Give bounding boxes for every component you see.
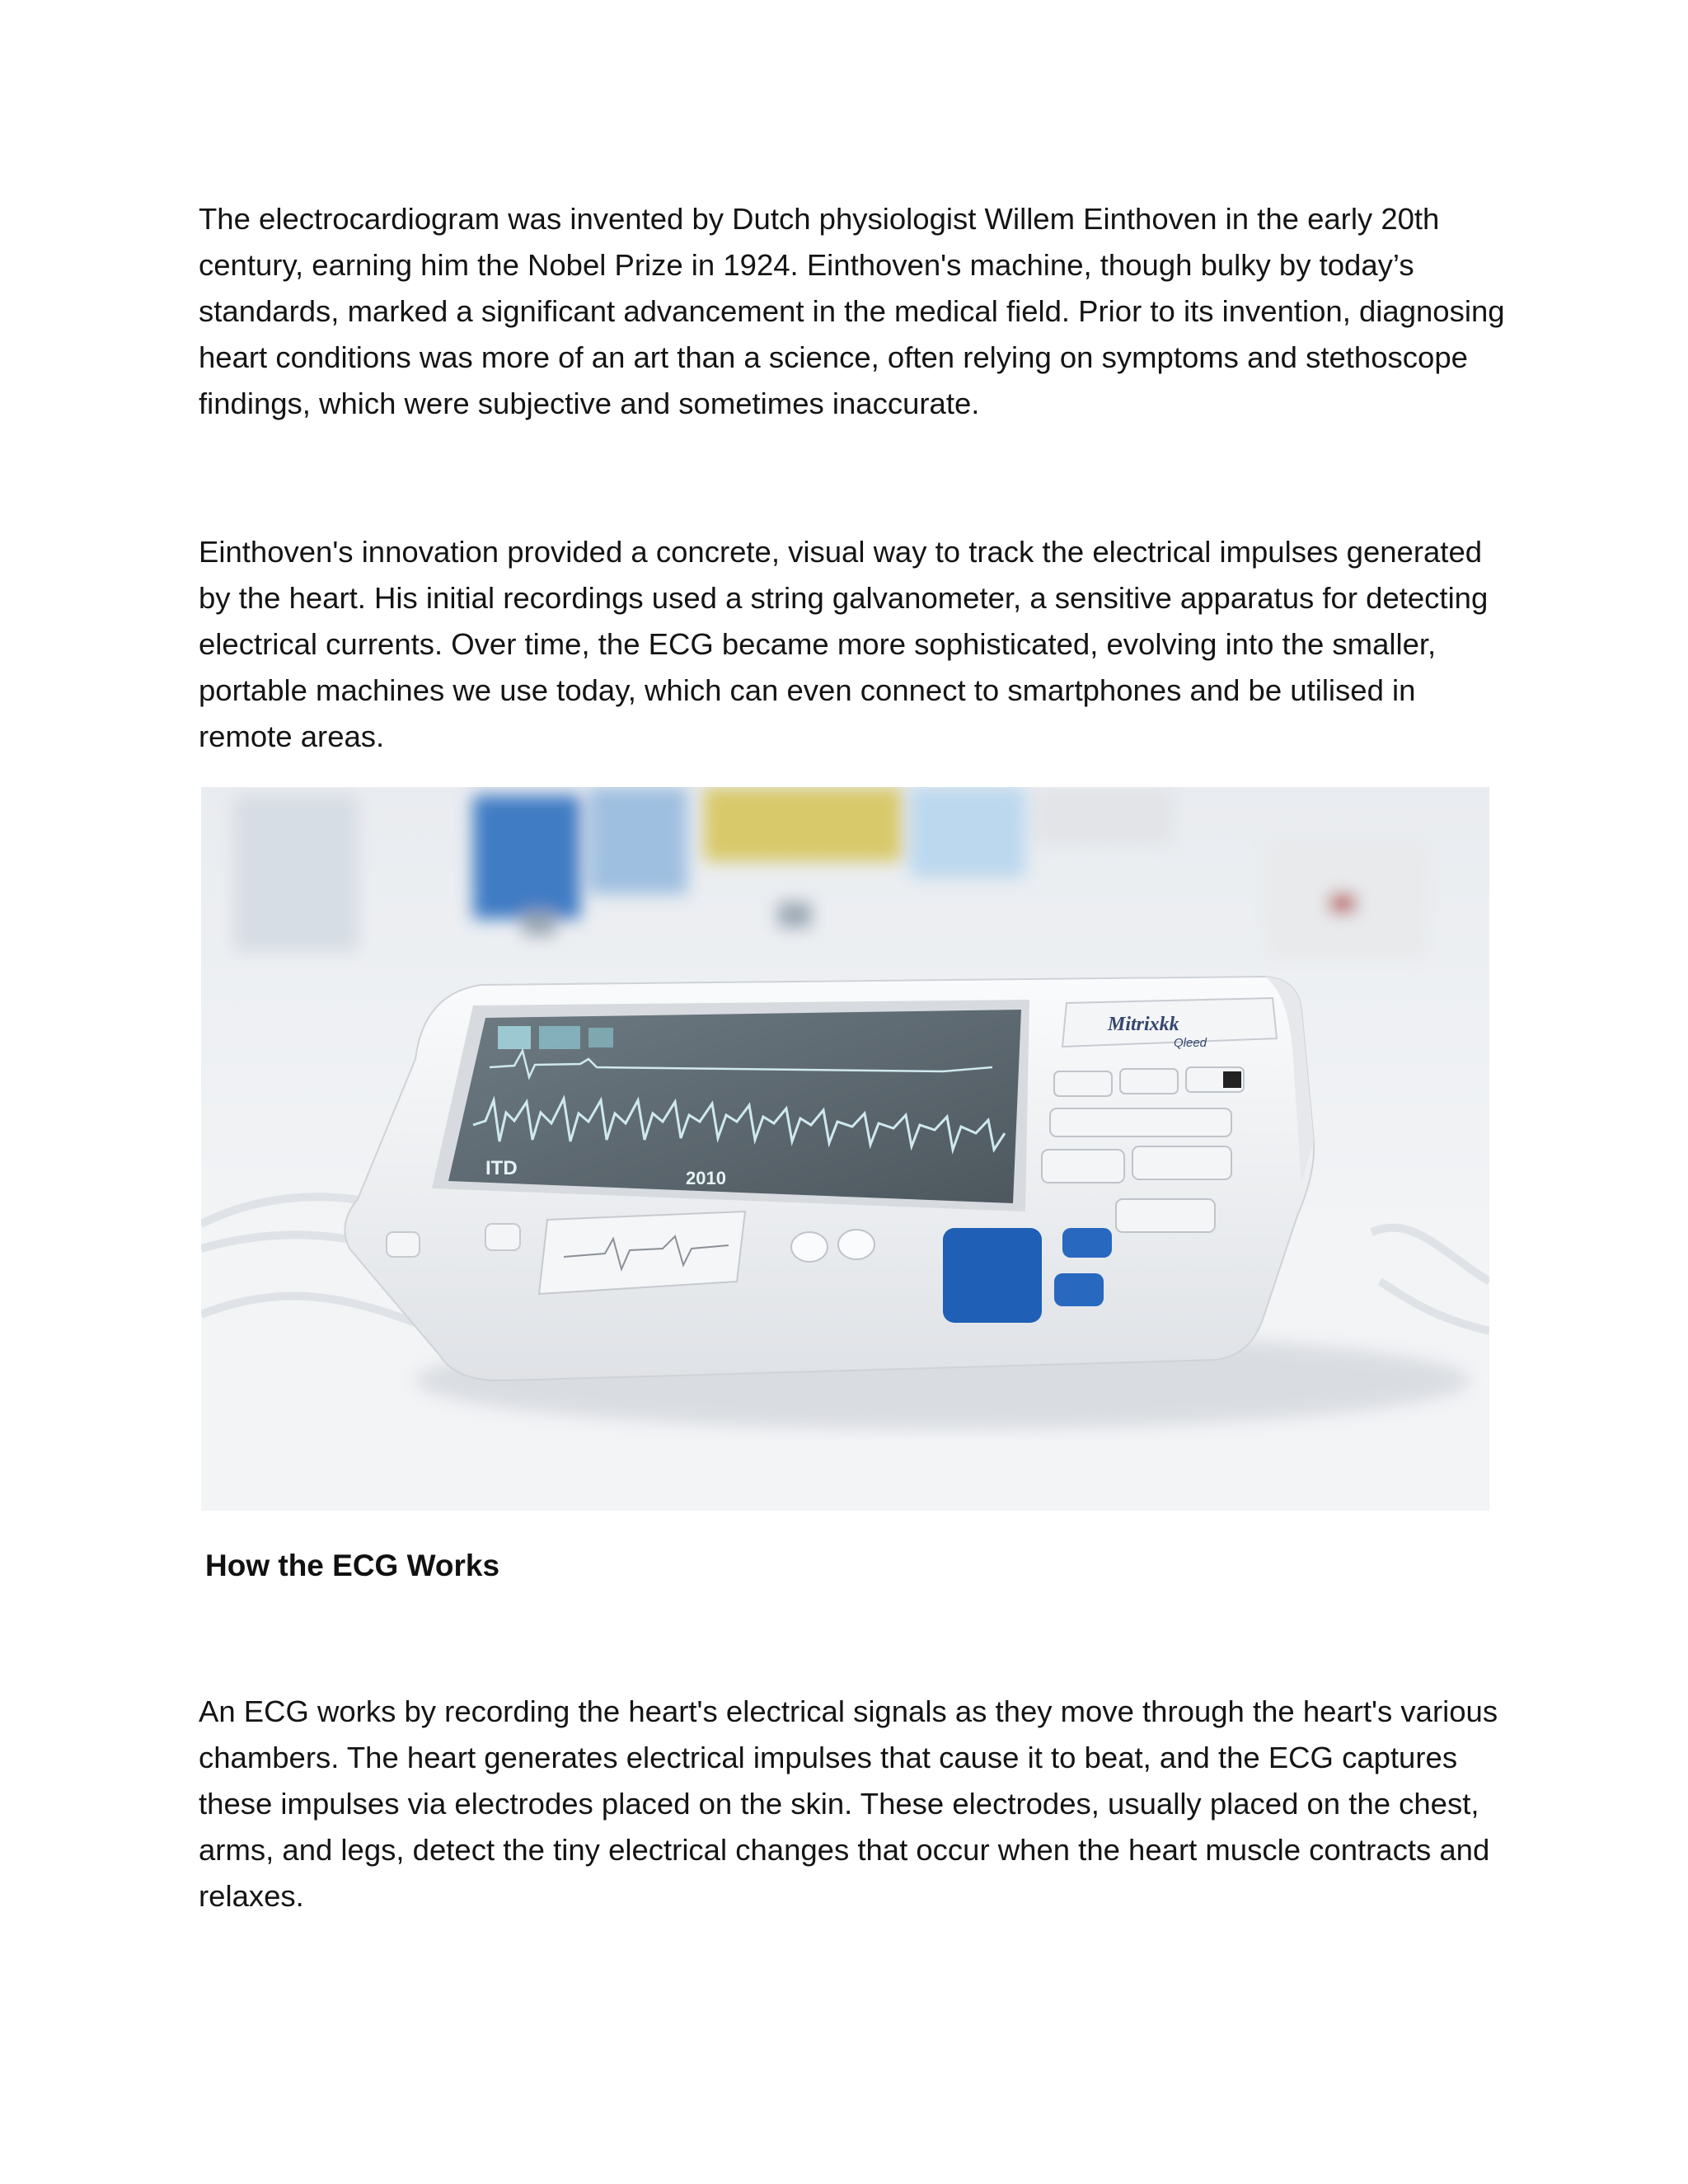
panel-key-wide — [1050, 1108, 1231, 1137]
panel-key-4 — [1042, 1150, 1124, 1183]
round-button-2 — [838, 1230, 874, 1259]
device-brand-label: Mitrixkk — [1108, 1014, 1179, 1035]
round-button-1 — [791, 1232, 828, 1262]
device-model-label: Qleed — [1174, 1036, 1207, 1050]
blue-primary-button — [943, 1228, 1042, 1323]
blue-small-button-1 — [1062, 1228, 1112, 1258]
ecg-machine-illustration — [201, 787, 1489, 1511]
side-key-1 — [387, 1232, 420, 1257]
side-key-2 — [485, 1224, 520, 1250]
ecg-display-screen — [432, 1000, 1029, 1212]
panel-key-1 — [1054, 1071, 1112, 1096]
panel-key-6 — [1116, 1199, 1215, 1232]
paragraph-how-ecg-works: An ECG works by recording the heart's electrical signals as they move through the heart's various chambers. The heart generates electrical impulses that cause it to beat, and the ECG captures these impulses via electrodes placed on the skin. These electrodes, usually placed on the chest, arms, and legs, detect the tiny electrical changes that occur when the heart muscle contracts and relaxes. — [199, 1694, 1498, 1913]
screen-center-readout: 2010 — [686, 1168, 726, 1188]
blue-small-button-2 — [1054, 1273, 1104, 1306]
paragraph-history: The electrocardiogram was invented by Dutch physiologist Willem Einthoven in the early 20th century, earning him the Nobel Prize in 1924. Einthoven's machine, though bulky by today’s standards, marked a significant advancement in the medical field. Prior to its invention, diagnosing heart conditions was more of an art than a science, often relying on symptoms and stethoscope findings, which were subjective and sometimes inaccurate. — [199, 202, 1505, 420]
paragraph-innovation: Einthoven's innovation provided a concrete, visual way to track the electrical impulses generated by the heart. His initial recordings used a string galvanometer, a sensitive apparatus for detecting electrical currents. Over time, the ECG became more sophisticated, evolving into the smaller, portable machines we use today, which can even connect to smartphones and be utilised in remote areas. — [199, 535, 1489, 753]
panel-key-indicator — [1223, 1071, 1241, 1088]
screen-left-readout: ITD — [485, 1157, 518, 1179]
ecg-machine-photo — [201, 787, 1489, 1511]
section-heading: How the ECG Works — [205, 1549, 500, 1582]
panel-key-5 — [1132, 1146, 1231, 1179]
panel-key-2 — [1120, 1069, 1178, 1094]
